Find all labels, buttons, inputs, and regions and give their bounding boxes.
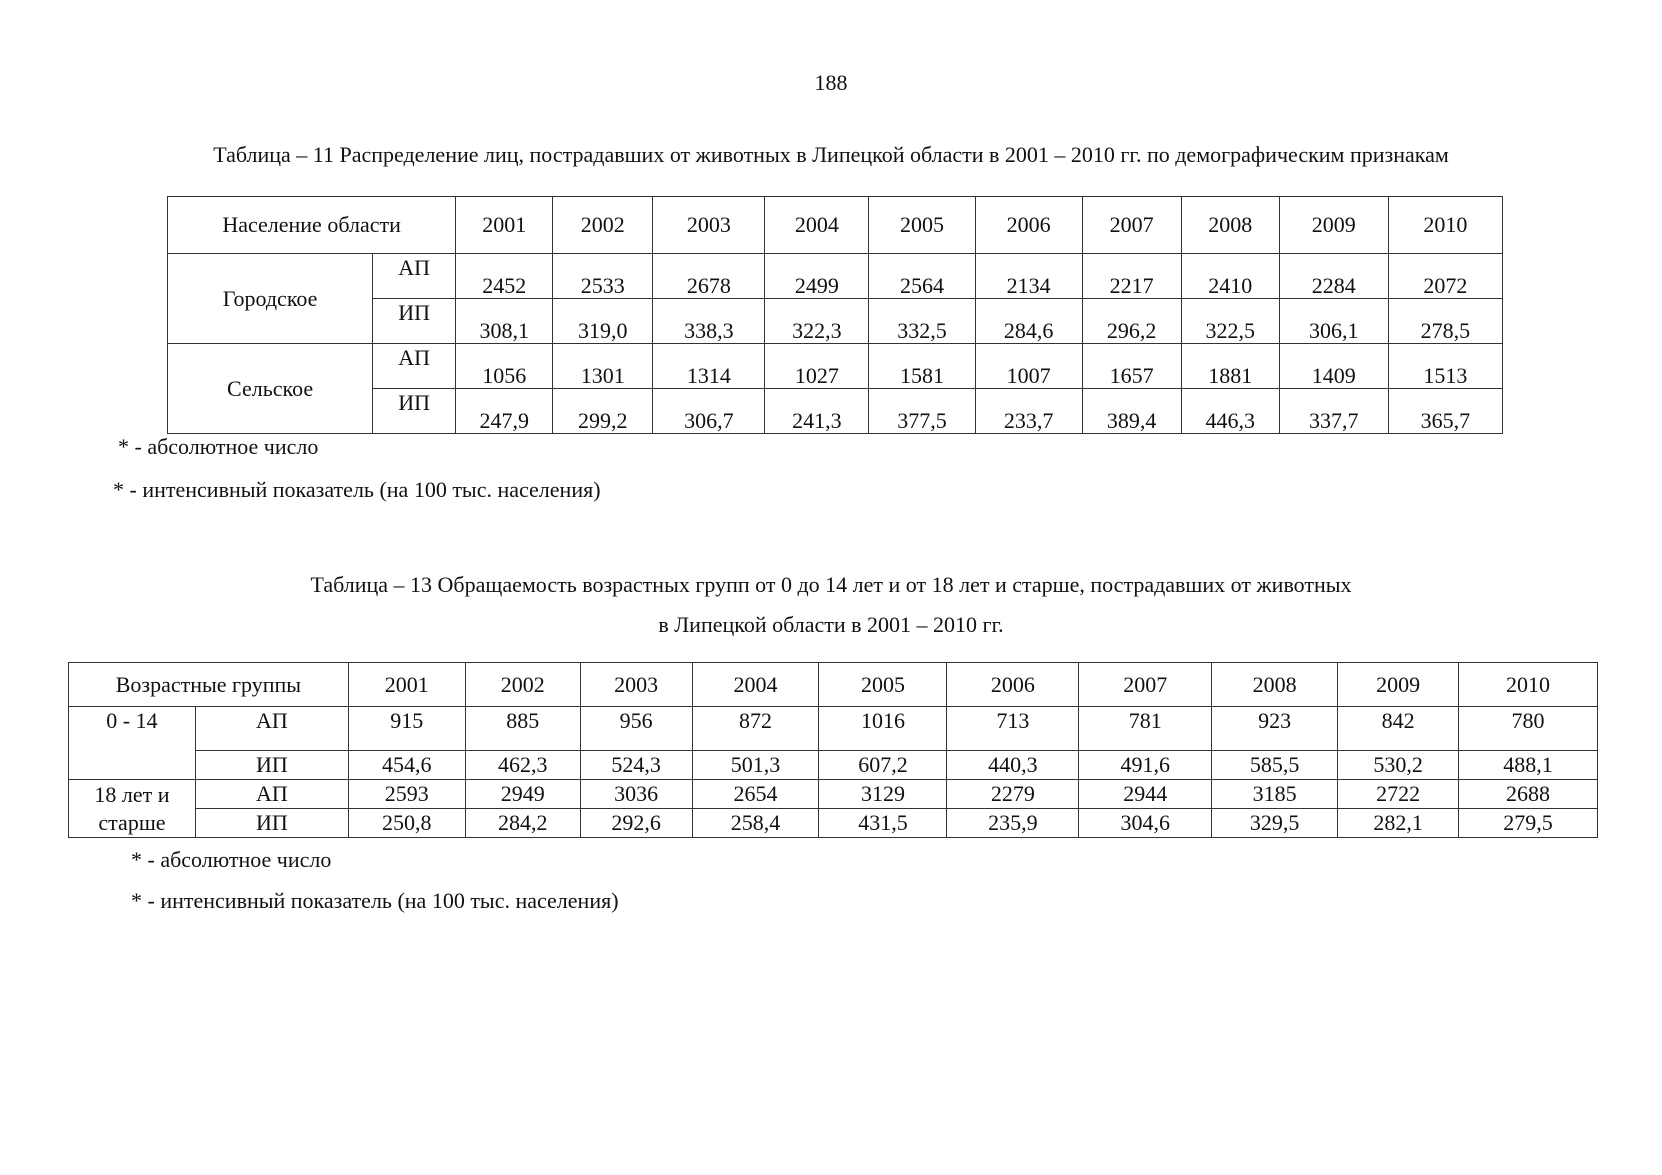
table13-indicator: АП [195, 707, 348, 751]
table11-indicator: ИП [373, 299, 456, 344]
table13-cell: 2722 [1338, 780, 1459, 809]
table11-cell: 1657 [1082, 344, 1181, 389]
table13-header-label: Возрастные группы [69, 663, 349, 707]
table13-cell: 284,2 [465, 809, 580, 838]
table11-header-label: Население области [168, 197, 456, 254]
table13-cell: 842 [1338, 707, 1459, 751]
table11-cell: 2410 [1181, 254, 1279, 299]
table11-cell: 365,7 [1388, 389, 1502, 434]
table13-note-absolute: * - абсолютное число [131, 847, 332, 872]
table13-cell: 1016 [819, 707, 947, 751]
table13-row [69, 809, 1598, 838]
table13-row [69, 780, 1598, 809]
table11-year-header: 2007 [1082, 197, 1181, 254]
table11-cell: 2499 [765, 254, 869, 299]
table11-cell: 2533 [553, 254, 653, 299]
table13-cell: 530,2 [1338, 751, 1459, 780]
table13-year-header: 2010 [1459, 663, 1598, 707]
table11-cell: 319,0 [553, 299, 653, 344]
table13-caption-line2: в Липецкой области в 2001 – 2010 гг. [658, 612, 1004, 637]
table11-cell: 308,1 [456, 299, 553, 344]
table11-cell: 306,1 [1279, 299, 1388, 344]
table13-cell: 2688 [1459, 780, 1598, 809]
table11-year-header: 2006 [975, 197, 1082, 254]
table11-cell: 233,7 [975, 389, 1082, 434]
table11-indicator: ИП [373, 389, 456, 434]
table13-year-header: 2003 [580, 663, 692, 707]
table13-cell: 872 [692, 707, 819, 751]
table13-indicator: ИП [195, 809, 348, 838]
table11-row [168, 344, 1503, 389]
table13-cell: 524,3 [580, 751, 692, 780]
table11-cell: 2072 [1388, 254, 1502, 299]
table13-cell: 780 [1459, 707, 1598, 751]
table11-cell: 1056 [456, 344, 553, 389]
table11-cell: 322,5 [1181, 299, 1279, 344]
table13-year-header: 2007 [1079, 663, 1212, 707]
table13-cell: 304,6 [1079, 809, 1212, 838]
table13-cell: 2593 [348, 780, 465, 809]
table13 [68, 662, 1598, 838]
table13-cell: 607,2 [819, 751, 947, 780]
table13-cell: 454,6 [348, 751, 465, 780]
table11-year-header: 2009 [1279, 197, 1388, 254]
table13-indicator: ИП [195, 751, 348, 780]
table13-cell: 2949 [465, 780, 580, 809]
table13-year-header: 2006 [947, 663, 1079, 707]
table13-cell: 3185 [1212, 780, 1338, 809]
table13-year-header: 2002 [465, 663, 580, 707]
table11-group-label-rural: Сельское [168, 344, 373, 434]
table11-cell: 2217 [1082, 254, 1181, 299]
table13-cell: 915 [348, 707, 465, 751]
table13-caption [0, 565, 1662, 645]
table11-cell: 241,3 [765, 389, 869, 434]
table13-cell: 250,8 [348, 809, 465, 838]
table11-cell: 322,3 [765, 299, 869, 344]
table11-cell: 2452 [456, 254, 553, 299]
table11-cell: 278,5 [1388, 299, 1502, 344]
table13-cell: 501,3 [692, 751, 819, 780]
table11-cell: 377,5 [869, 389, 975, 434]
table13-cell: 279,5 [1459, 809, 1598, 838]
table11-cell: 2284 [1279, 254, 1388, 299]
table11-cell: 1301 [553, 344, 653, 389]
table11-cell: 1581 [869, 344, 975, 389]
table11-year-header: 2008 [1181, 197, 1279, 254]
table13-cell: 440,3 [947, 751, 1079, 780]
table13-cell: 3129 [819, 780, 947, 809]
table11-group-label-urban: Городское [168, 254, 373, 344]
table13-cell: 329,5 [1212, 809, 1338, 838]
table11-cell: 296,2 [1082, 299, 1181, 344]
table11-cell: 2678 [653, 254, 765, 299]
table13-cell: 431,5 [819, 809, 947, 838]
table13-year-header: 2001 [348, 663, 465, 707]
table13-cell: 923 [1212, 707, 1338, 751]
table11-header-row [168, 197, 1503, 254]
table11-cell: 1409 [1279, 344, 1388, 389]
table11-year-header: 2001 [456, 197, 553, 254]
table13-caption-line1: Таблица – 13 Обращаемость возрастных групп от 0 до 14 лет и от 18 лет и старше, пострадавших от животных [310, 572, 1352, 597]
table11-cell: 1007 [975, 344, 1082, 389]
table13-note-intensive: * - интенсивный показатель (на 100 тыс. населения) [131, 888, 619, 913]
table13-cell: 781 [1079, 707, 1212, 751]
table11-cell: 446,3 [1181, 389, 1279, 434]
table13-cell: 235,9 [947, 809, 1079, 838]
table13-year-header: 2008 [1212, 663, 1338, 707]
table11-note-intensive: * - интенсивный показатель (на 100 тыс. населения) [113, 477, 601, 502]
table13-row [69, 751, 1598, 780]
table11-cell: 1513 [1388, 344, 1502, 389]
table11-year-header: 2010 [1388, 197, 1502, 254]
table11-year-header: 2003 [653, 197, 765, 254]
table11-cell: 1314 [653, 344, 765, 389]
table11 [167, 196, 1503, 434]
table13-indicator: АП [195, 780, 348, 809]
table13-cell: 488,1 [1459, 751, 1598, 780]
table11-cell: 389,4 [1082, 389, 1181, 434]
table13-cell: 491,6 [1079, 751, 1212, 780]
table11-cell: 247,9 [456, 389, 553, 434]
table13-group-label-0-14: 0 - 14 [69, 707, 196, 780]
table13-year-header: 2005 [819, 663, 947, 707]
table11-note-absolute: * - абсолютное число [118, 434, 319, 459]
table11-cell: 306,7 [653, 389, 765, 434]
table11-indicator: АП [373, 254, 456, 299]
table11-cell: 299,2 [553, 389, 653, 434]
table13-cell: 2944 [1079, 780, 1212, 809]
table13-cell: 282,1 [1338, 809, 1459, 838]
table11-cell: 337,7 [1279, 389, 1388, 434]
table13-cell: 258,4 [692, 809, 819, 838]
table11-cell: 1881 [1181, 344, 1279, 389]
table13-year-header: 2009 [1338, 663, 1459, 707]
table13-year-header: 2004 [692, 663, 819, 707]
table13-group-label-18-plus [69, 780, 196, 838]
table13-group-label-line1: 18 лет и [94, 781, 170, 807]
table13-cell: 2654 [692, 780, 819, 809]
table13-cell: 2279 [947, 780, 1079, 809]
table11-year-header: 2005 [869, 197, 975, 254]
table13-cell: 462,3 [465, 751, 580, 780]
table13-cell: 956 [580, 707, 692, 751]
table11-cell: 2134 [975, 254, 1082, 299]
table13-group-label-line2: старше [98, 809, 166, 835]
table11-cell: 2564 [869, 254, 975, 299]
table11-cell: 1027 [765, 344, 869, 389]
table13-cell: 713 [947, 707, 1079, 751]
table11-row [168, 254, 1503, 299]
table13-row [69, 707, 1598, 751]
table11-indicator: АП [373, 344, 456, 389]
table13-cell: 3036 [580, 780, 692, 809]
table11-cell: 338,3 [653, 299, 765, 344]
table11-cell: 332,5 [869, 299, 975, 344]
table13-cell: 292,6 [580, 809, 692, 838]
table13-cell: 585,5 [1212, 751, 1338, 780]
table11-year-header: 2004 [765, 197, 869, 254]
table13-header-row [69, 663, 1598, 707]
table13-cell: 885 [465, 707, 580, 751]
table11-cell: 284,6 [975, 299, 1082, 344]
table11-year-header: 2002 [553, 197, 653, 254]
page-number: 188 [814, 70, 848, 95]
table11-caption: Таблица – 11 Распределение лиц, пострадавших от животных в Липецкой области в 2001 – 2010 гг. по демографическим признакам [213, 142, 1449, 167]
